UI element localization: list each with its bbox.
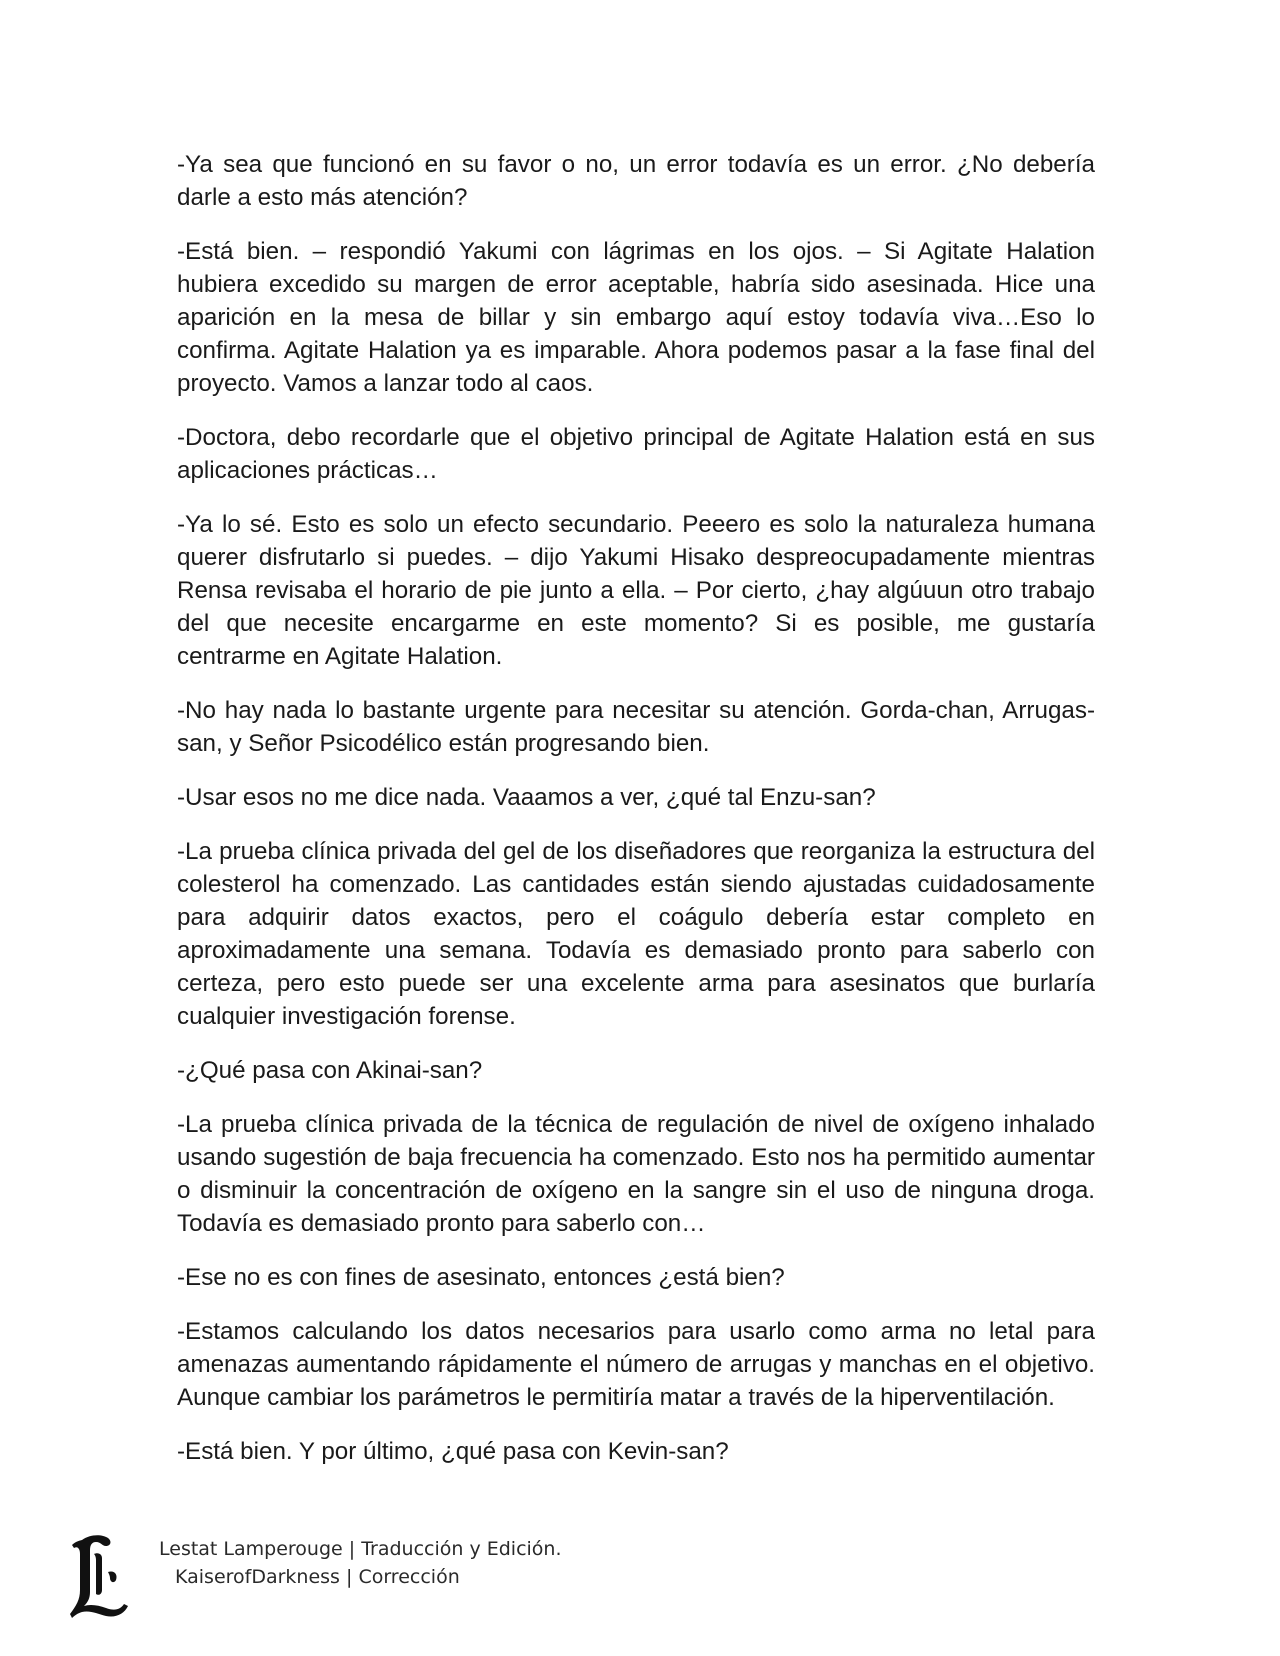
paragraph-1: -Ya sea que funcionó en su favor o no, un error todavía es un error. ¿No debería darle a esto más atención? — [177, 151, 1095, 211]
paragraph-3: -Doctora, debo recordarle que el objetivo principal de Agitate Halation está en sus aplicaciones prácticas… — [177, 424, 1095, 484]
paragraph-6: -Usar esos no me dice nada. Vaaamos a ver, ¿qué tal Enzu-san? — [177, 784, 876, 811]
paragraph-8: -¿Qué pasa con Akinai-san? — [177, 1057, 483, 1084]
paragraph-5: -No hay nada lo bastante urgente para necesitar su atención. Gorda-chan, Arrugas-san, y Señor Psicodélico están progresando bien. — [177, 697, 1095, 757]
paragraph-11: -Estamos calculando los datos necesarios para usarlo como arma no letal para amenazas aumentando rápidamente el número de arrugas y manchas en el objetivo. Aunque cambiar los parámetros le permitiría matar a través de la hiperventilación. — [177, 1318, 1095, 1411]
page-footer — [64, 1532, 764, 1632]
credit-translation: Lestat Lamperouge | Traducción y Edición. — [159, 1538, 562, 1560]
page-body — [177, 148, 1095, 1489]
paragraph-2: -Está bien. – respondió Yakumi con lágrimas en los ojos. – Si Agitate Halation hubiera excedido su margen de error aceptable, habría sido asesinada. Hice una aparición en la mesa de billar y sin embargo aquí estoy todavía viva…Eso lo confirma. Agitate Halation ya es imparable. Ahora podemos pasar a la fase final del proyecto. Vamos a lanzar todo al caos. — [177, 238, 1095, 397]
credit-correction: KaiserofDarkness | Corrección — [175, 1566, 460, 1588]
paragraph-4: -Ya lo sé. Esto es solo un efecto secundario. Peeero es solo la naturaleza humana querer disfrutarlo si puedes. – dijo Yakumi Hisako despreocupadamente mientras Rensa revisaba el horario de pie junto a ella. – Por cierto, ¿hay algúuun otro trabajo del que necesite encargarme en este momento? Si es posible, me gustaría centrarme en Agitate Halation. — [177, 511, 1095, 670]
paragraph-7: -La prueba clínica privada del gel de los diseñadores que reorganiza la estructura del colesterol ha comenzado. Las cantidades están siendo ajustadas cuidadosamente para adquirir datos exactos, pero el coágulo debería estar completo en aproximadamente una semana. Todavía es demasiado pronto para saberlo con certeza, pero esto puede ser una excelente arma para asesinatos que burlaría cualquier investigación forense. — [177, 838, 1095, 1030]
gothic-l-logo-icon — [68, 1532, 132, 1618]
paragraph-10: -Ese no es con fines de asesinato, entonces ¿está bien? — [177, 1264, 785, 1291]
paragraph-12: -Está bien. Y por último, ¿qué pasa con Kevin-san? — [177, 1438, 729, 1465]
paragraph-9: -La prueba clínica privada de la técnica de regulación de nivel de oxígeno inhalado usando sugestión de baja frecuencia ha comenzado. Esto nos ha permitido aumentar o disminuir la concentración de oxígeno en la sangre sin el uso de ninguna droga. Todavía es demasiado pronto para saberlo con… — [177, 1111, 1095, 1237]
